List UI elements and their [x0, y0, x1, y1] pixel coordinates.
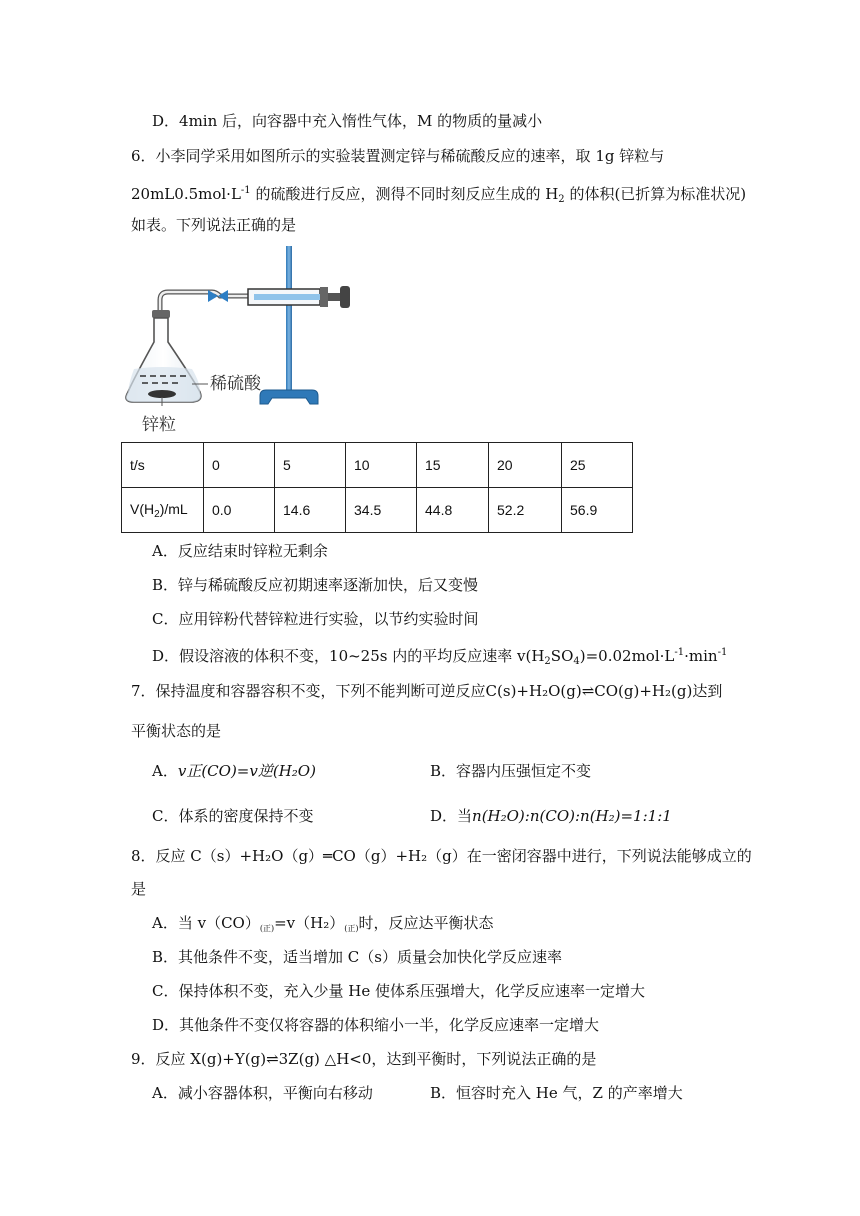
- q9-option-b: B．恒容时充入 He 气，Z 的产率增大: [430, 1084, 683, 1102]
- table-cell: 5: [275, 443, 346, 488]
- q6-stem-line1: 6．小李同学采用如图所示的实验装置测定锌与稀硫酸反应的速率，取 1g 锌粒与: [131, 147, 665, 165]
- table-cell: 56.9: [562, 488, 633, 533]
- q9-option-a: A．减小容器体积，平衡向右移动: [152, 1084, 373, 1102]
- table-cell: 52.2: [489, 488, 562, 533]
- q7-option-d-equation: n(H₂O):n(CO):n(H₂)=1:1:1: [472, 807, 672, 825]
- table-row: [122, 488, 633, 533]
- zinc-granules: [148, 390, 176, 398]
- q7-option-d: D．当n(H₂O):n(CO):n(H₂)=1:1:1: [430, 807, 672, 825]
- gas-syringe: [248, 286, 350, 308]
- q6-option-c: C．应用锌粉代替锌粒进行实验，以节约实验时间: [152, 610, 479, 628]
- table-cell: $V(H_2)/mL$: [122, 488, 204, 533]
- q8-option-b: B．其他条件不变，适当增加 C（s）质量会加快化学反应速率: [152, 948, 562, 966]
- q7-option-c: C．体系的密度保持不变: [152, 807, 314, 825]
- q6-stem-text-end: 的体积(已折算为标准状况): [564, 185, 747, 203]
- q8-stem-line1: 8．反应 C（s）+H₂O（g）═CO（g）+H₂（g）在一密闭容器中进行，下列说法能够成立的: [131, 847, 752, 865]
- apparatus-figure: [120, 242, 370, 438]
- q7-option-a: A．v正(CO)=v逆(H₂O): [152, 762, 316, 780]
- q6-stem-line2: [131, 180, 746, 211]
- q5-option-d: D．4min 后，向容器中充入惰性气体，M 的物质的量减小: [152, 112, 543, 130]
- table-cell: 0: [204, 443, 275, 488]
- volume-time-table: [121, 442, 633, 533]
- q7-equation: C(s)+H₂O(g)⇌CO(g)+H₂(g): [485, 682, 693, 700]
- q6-superscript: -1: [240, 185, 251, 196]
- table-cell: 0.0: [204, 488, 275, 533]
- table-cell: 44.8: [417, 488, 489, 533]
- q6-stem-line3: 如表。下列说法正确的是: [131, 216, 297, 234]
- q8-option-c: C．保持体积不变，充入少量 He 使体系压强增大，化学反应速率一定增大: [152, 982, 645, 1000]
- table-cell: 34.5: [346, 488, 417, 533]
- acid-label: 稀硫酸: [210, 374, 261, 394]
- iron-stand: [260, 246, 318, 404]
- q6-option-d: D．假设溶液的体积不变，10~25s 内的平均反应速率 $v(H_2SO_4)=0.02mol\cdot L^{-1}\cdot\min^{-1}$: [152, 647, 728, 667]
- q6-option-a: A．反应结束时锌粒无剩余: [152, 542, 328, 560]
- q8-option-d: D．其他条件不变仅将容器的体积缩小一半，化学反应速率一定增大: [152, 1016, 600, 1034]
- conical-flask: [126, 310, 201, 406]
- q9-stem: 9．反应 X(g)+Y(g)⇌3Z(g) △H<0，达到平衡时，下列说法正确的是: [131, 1050, 597, 1068]
- q7-stem-line1: 7．保持温度和容器容积不变，下列不能判断可逆反应C(s)+H₂O(g)⇌CO(g)+H₂(g)达到: [131, 682, 723, 700]
- q6-stem-text: 的硫酸进行反应，测得不同时刻反应生成的 H: [250, 185, 559, 203]
- table-cell: 20: [489, 443, 562, 488]
- table-row: [122, 443, 633, 488]
- q7-stem-line2: 平衡状态的是: [131, 722, 222, 740]
- table-cell: 25: [562, 443, 633, 488]
- q8-option-a: A．当 $v(CO)_{(正)}=v(H_2)_{(正)}$时，反应达平衡状态: [152, 914, 494, 933]
- table-cell: 15: [417, 443, 489, 488]
- table-cell: 10: [346, 443, 417, 488]
- q7-option-b: B．容器内压强恒定不变: [430, 762, 592, 780]
- q7-option-a-equation: v正(CO)=v逆(H₂O): [177, 762, 316, 780]
- q6-concentration: 20mL0.5mol·L: [131, 185, 241, 203]
- q6-subscript: 2: [558, 194, 565, 205]
- zinc-label: 锌粒: [142, 415, 176, 435]
- q8-stem-line2: 是: [131, 880, 147, 898]
- table-cell: t/s: [122, 443, 204, 488]
- q6-option-b: B．锌与稀硫酸反应初期速率逐渐加快，后又变慢: [152, 576, 479, 594]
- table-cell: 14.6: [275, 488, 346, 533]
